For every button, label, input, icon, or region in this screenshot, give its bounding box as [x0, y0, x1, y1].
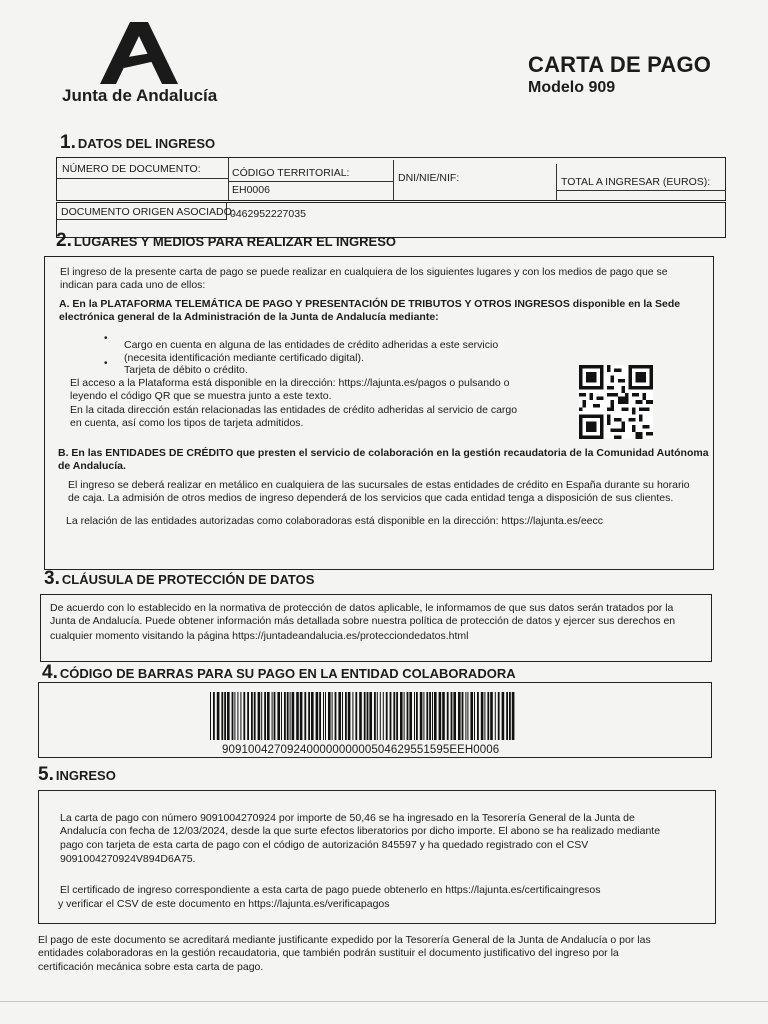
qr-code-icon[interactable] — [577, 365, 655, 439]
option-a-title-2: electrónica general de la Administración de la Junta de Andalucía mediante: — [59, 311, 439, 323]
barcode-bar — [367, 692, 369, 740]
barcode-bar — [232, 692, 234, 740]
option-a-access-3: En la citada dirección están relacionadas las entidades de crédito adheridas al servicio de cargo — [70, 404, 518, 416]
barcode-bar — [512, 692, 515, 740]
documento-origen-label: DOCUMENTO ORIGEN ASOCIADO: — [61, 206, 235, 218]
barcode-bar — [359, 692, 362, 740]
barcode-bar — [467, 692, 468, 740]
document-model: Modelo 909 — [528, 79, 616, 96]
barcode-bar — [300, 692, 303, 740]
barcode-bar — [429, 692, 431, 740]
dni-label: DNI/NIE/NIF: — [398, 172, 460, 184]
barcode-bar — [484, 692, 485, 740]
barcode-bar — [409, 692, 412, 740]
barcode-bar — [254, 692, 256, 740]
barcode-bar — [338, 692, 341, 740]
option-a-access-1: El acceso a la Plataforma está disponible en la dirección: https://lajunta.es/pagos o pulsando o — [70, 377, 510, 389]
barcode-bar — [407, 692, 409, 740]
option-a-title-1: A. En la PLATAFORMA TELEMÁTICA DE PAGO Y PRESENTACIÓN DE TRIBUTOS Y OTROS INGRESOS disponible en la Sede — [59, 298, 681, 310]
barcode-bar — [332, 692, 333, 740]
section-number: 5. — [38, 764, 54, 785]
codigo-territorial-label: CÓDIGO TERRITORIAL: — [232, 167, 350, 179]
footer-text-2: entidades colaboradoras en la gestión recaudatoria, que también podrán sustituir el documento justificativo del ingreso por la — [38, 947, 619, 959]
barcode-bar — [393, 692, 395, 740]
barcode-bar — [251, 692, 253, 740]
total-label: TOTAL A INGRESAR (EUROS): — [561, 176, 711, 188]
barcode-bar — [369, 692, 372, 740]
option-a-bullet-2: Tarjeta de débito o crédito. — [124, 364, 248, 376]
section-title: DATOS DEL INGRESO — [77, 136, 216, 151]
section-title: INGRESO — [55, 768, 116, 783]
section-title: CLÁUSULA DE PROTECCIÓN DE DATOS — [61, 572, 315, 587]
barcode-bar — [432, 692, 433, 740]
barcode-bar — [292, 692, 295, 740]
ingreso-text-2: Andalucía con fecha de 12/03/2024, desde la que surte efectos liberatorios por dicho importe. El abono se ha realizado mediante — [60, 825, 661, 837]
footer-text-1: El pago de este documento se acreditará mediante justificante expedido por la Tesorería General de la Junta de Andalucía o por las — [38, 934, 651, 946]
ingreso-text-5: El certificado de ingreso correspondiente a esta carta de pago puede obtenerlo en https://lajunta.es/certificaingresos — [60, 884, 601, 896]
section-number: 4. — [42, 662, 58, 683]
option-b-text-1: El ingreso se deberá realizar en metálico en cualquiera de las sucursales de estas entidades de crédito en España durante su horario — [68, 479, 690, 491]
barcode-bar — [258, 692, 261, 740]
ingreso-csv: 9091004270924V894D6A75. — [60, 853, 196, 865]
section-2-intro-2: indican para cada uno de ellos: — [60, 279, 206, 291]
barcode-bar — [400, 692, 403, 740]
page-bottom-edge — [0, 1001, 768, 1002]
barcode-bar — [509, 692, 511, 740]
barcode-bar — [414, 692, 415, 740]
barcode-bar — [404, 692, 405, 740]
option-a-bullet-1-line-1: Cargo en cuenta en alguna de las entidades de crédito adheridas a este servicio — [124, 339, 499, 351]
proteccion-text-1: De acuerdo con lo establecido en la normativa de protección de datos aplicable, le informamos de que sus datos serán tratados por la — [50, 602, 674, 614]
barcode-number: 90910042709240000000000504629551595EEH0006 — [222, 744, 500, 756]
section-number: 3. — [44, 568, 60, 589]
barcode-bar — [240, 692, 241, 740]
barcode-bar — [487, 692, 489, 740]
barcode-bar — [416, 692, 418, 740]
option-b-text-3: La relación de las entidades autorizadas como colaboradoras está disponible en la dirección: https://lajunta.es/eecc — [66, 515, 603, 527]
barcode-bar — [386, 692, 388, 740]
barcode-bar — [506, 692, 508, 740]
section-5-heading — [38, 764, 116, 786]
section-title: CÓDIGO DE BARRAS PARA SU PAGO EN LA ENTIDAD COLABORADORA — [59, 666, 516, 681]
barcode-bar — [420, 692, 423, 740]
barcode-bar — [335, 692, 337, 740]
barcode-bar — [434, 692, 437, 740]
document-title: CARTA DE PAGO — [528, 52, 712, 77]
barcode-bar — [465, 692, 466, 740]
barcode-bar — [439, 692, 442, 740]
barcode-bar — [490, 692, 493, 740]
barcode-bar — [477, 692, 479, 740]
barcode-bar — [390, 692, 392, 740]
ingreso-text-6: y verificar el CSV de este documento en https://lajunta.es/verificapagos — [58, 898, 390, 910]
barcode-bar — [316, 692, 319, 740]
option-b-text-2: de caja. La admisión de otros medios de ingreso dependerá de los servicios que cada entidad tenga a disposición de sus clientes. — [68, 492, 674, 504]
barcode-bar — [458, 692, 461, 740]
section-2-heading — [56, 230, 396, 252]
ingreso-text-3: pago con tarjeta de esta carta de pago con el código de autorización 845597 y ha quedado registrado con el CSV — [60, 839, 589, 851]
barcode-bar — [355, 692, 357, 740]
logo-text: Junta de Andalucía — [62, 86, 218, 105]
option-a-access-2: leyendo el código QR que se muestra junto a este texto. — [70, 390, 332, 402]
barcode-bar — [277, 692, 280, 740]
barcode-bar — [470, 692, 473, 740]
barcode-bar — [474, 692, 475, 740]
barcode-bar — [396, 692, 398, 740]
section-2-intro-1: El ingreso de la presente carta de pago se puede realizar en cualquiera de los siguientes lugares y con los medios de pago que se — [60, 266, 668, 278]
bullet-icon: • — [104, 333, 108, 344]
barcode-bar — [498, 692, 500, 740]
barcode-bar — [323, 692, 324, 740]
barcode-bar — [342, 692, 343, 740]
barcode-bar — [267, 692, 270, 740]
barcode-bar — [328, 692, 331, 740]
barcode-bar — [374, 692, 376, 740]
barcode-bar — [210, 692, 211, 740]
barcode-image — [208, 692, 520, 740]
codigo-territorial-value: EH0006 — [232, 184, 270, 196]
barcode-bar — [502, 692, 505, 740]
option-a-access-4: en cuenta, así como los tipos de tarjeta admitidos. — [70, 417, 304, 429]
barcode-bar — [308, 692, 310, 740]
barcode-bar — [453, 692, 456, 740]
barcode-bar — [495, 692, 496, 740]
barcode-bar — [447, 692, 449, 740]
junta-andalucia-logo — [100, 22, 178, 84]
barcode-bar — [272, 692, 273, 740]
barcode-bar — [442, 692, 445, 740]
barcode-bar — [481, 692, 484, 740]
barcode-bar — [287, 692, 289, 740]
barcode-bar — [352, 692, 353, 740]
footer-text-3: certificación mecánica sobre esta carta de pago. — [38, 961, 264, 973]
barcode-bar — [213, 692, 215, 740]
barcode-bar — [261, 692, 262, 740]
barcode-bar — [290, 692, 291, 740]
barcode-bar — [319, 692, 321, 740]
proteccion-text-3: cualquier momento visitando la página https://juntadeandalucia.es/protecciondedatos.html — [50, 630, 469, 642]
barcode-bar — [423, 692, 424, 740]
barcode-bar — [243, 692, 245, 740]
section-3-heading — [44, 568, 314, 590]
barcode-bar — [345, 692, 347, 740]
barcode-bar — [364, 692, 366, 740]
option-b-title-2: de Andalucía. — [58, 460, 126, 472]
barcode-bar — [348, 692, 351, 740]
barcode-bar — [217, 692, 220, 740]
section-1-heading — [60, 132, 215, 154]
barcode-bar — [311, 692, 314, 740]
barcode-bar — [247, 692, 249, 740]
barcode-bar — [281, 692, 282, 740]
section-number: 1. — [60, 132, 76, 153]
proteccion-text-2: Junta de Andalucía. Puede obtener información más detallada sobre nuestra política de protección de datos y ejercer sus derechos en — [50, 615, 676, 627]
barcode-bar — [234, 692, 235, 740]
section-title: LUGARES Y MEDIOS PARA REALIZAR EL INGRESO — [73, 234, 397, 249]
section-number: 2. — [56, 230, 72, 251]
option-b-title-1: B. En las ENTIDADES DE CRÉDITO que presten el servicio de colaboración en la gestión recaudatoria de la Comunidad Autónoma — [58, 447, 709, 459]
barcode-bar — [383, 692, 384, 740]
section-4-heading — [42, 662, 516, 684]
documento-origen-value: 0462952227035 — [230, 208, 306, 220]
option-a-bullet-1-line-2: (necesita identificación mediante certificado digital). — [124, 352, 364, 364]
barcode-bar — [264, 692, 266, 740]
barcode-bar — [224, 692, 226, 740]
barcode-bar — [284, 692, 286, 740]
bullet-icon: • — [104, 358, 108, 369]
numero-documento-label: NÚMERO DE DOCUMENTO: — [62, 163, 201, 175]
ingreso-text-1: La carta de pago con número 9091004270924 por importe de 50,46 se ha ingresado en la Tesorería General de la Junta de — [60, 812, 635, 824]
barcode-bar — [221, 692, 223, 740]
barcode-bar — [380, 692, 381, 740]
barcode-bar — [237, 692, 238, 740]
barcode-bar — [462, 692, 464, 740]
barcode-bar — [451, 692, 453, 740]
barcode-bar — [304, 692, 306, 740]
barcode-bar — [227, 692, 230, 740]
barcode-bar — [325, 692, 326, 740]
barcode-bar — [274, 692, 276, 740]
barcode-bar — [296, 692, 299, 740]
barcode-bar — [426, 692, 428, 740]
barcode-bar — [377, 692, 378, 740]
